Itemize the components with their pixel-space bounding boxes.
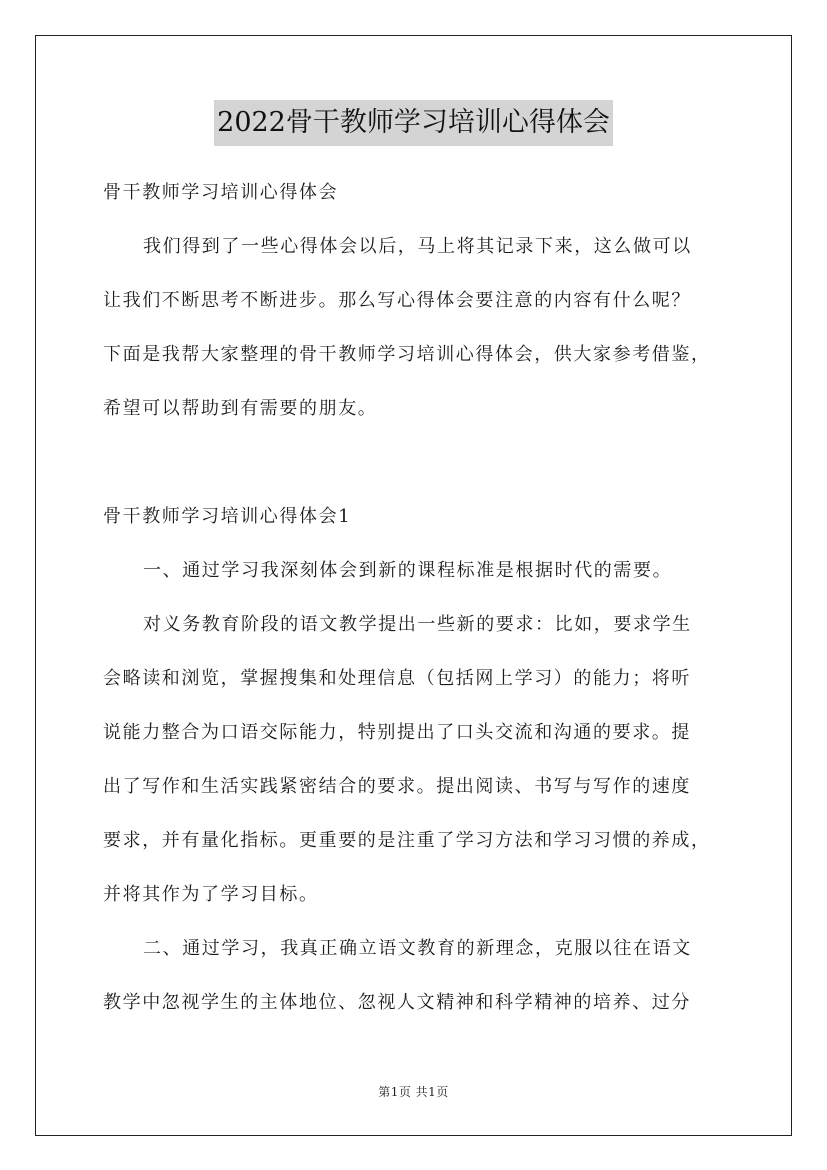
- paragraph-line: 我们得到了一些心得体会以后，马上将其记录下来，这么做可以: [143, 236, 692, 257]
- paragraph-line: 对义务教育阶段的语文教学提出一些新的要求：比如，要求学生: [143, 614, 692, 635]
- paragraph-line: 并将其作为了学习目标。: [103, 884, 319, 905]
- paragraph-line: 让我们不断思考不断进步。那么写心得体会要注意的内容有什么呢？: [103, 290, 691, 311]
- paragraph-line: 一、通过学习我深刻体会到新的课程标准是根据时代的需要。: [143, 560, 673, 581]
- paragraph-line: 会略读和浏览，掌握搜集和处理信息（包括网上学习）的能力；将听: [103, 668, 691, 689]
- paragraph-line: 出了写作和生活实践紧密结合的要求。提出阅读、书写与写作的速度: [103, 776, 691, 797]
- paragraph-line: 二、通过学习，我真正确立语文教育的新理念，克服以往在语文: [143, 938, 692, 959]
- section-heading: 骨干教师学习培训心得体会1: [103, 506, 352, 527]
- title-container: [0, 100, 827, 146]
- paragraph-line: 要求，并有量化指标。更重要的是注重了学习方法和学习习惯的养成，: [103, 830, 711, 851]
- page-footer: [0, 1083, 827, 1100]
- paragraph-line: 教学中忽视学生的主体地位、忽视人文精神和科学精神的培养、过分: [103, 992, 691, 1013]
- subtitle-line: 骨干教师学习培训心得体会: [103, 182, 339, 203]
- page-number: 第1页 共1页: [378, 1085, 449, 1099]
- paragraph-line: 说能力整合为口语交际能力，特别提出了口头交流和沟通的要求。提: [103, 722, 691, 743]
- paragraph-line: 下面是我帮大家整理的骨干教师学习培训心得体会，供大家参考借鉴，: [103, 344, 711, 365]
- paragraph-line: 希望可以帮助到有需要的朋友。: [103, 398, 378, 419]
- document-title: 2022骨干教师学习培训心得体会: [214, 100, 613, 146]
